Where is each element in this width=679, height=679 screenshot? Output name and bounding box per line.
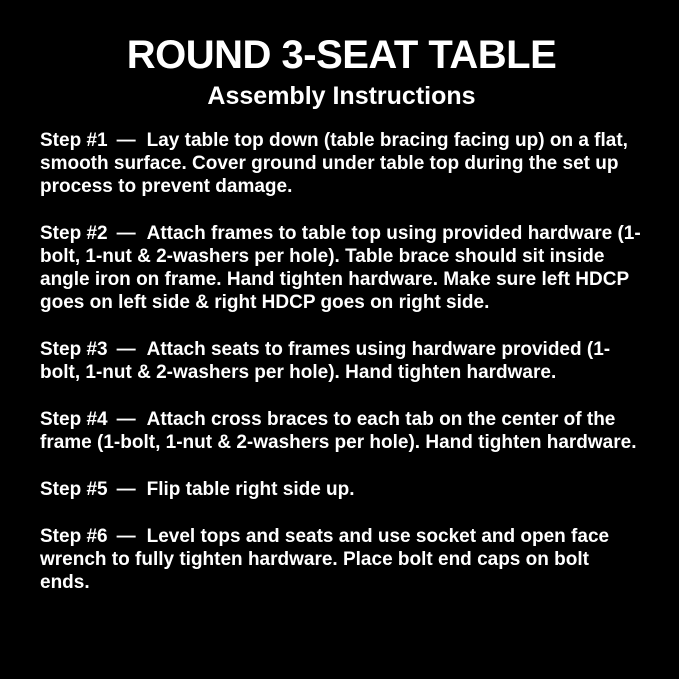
step-label: Step #3 — [40, 338, 108, 360]
step-dash: — — [116, 408, 136, 430]
page-subtitle: Assembly Instructions — [207, 82, 476, 110]
step-dash: — — [116, 222, 136, 244]
step-item-3 — [40, 338, 643, 384]
step-dash: — — [116, 129, 136, 151]
step-text: Lay table top down (table bracing facing up) on a flat, smooth surface. Cover ground under table top during the set up process to prevent damage. — [40, 129, 628, 197]
step-dash: — — [116, 525, 136, 547]
step-dash: — — [116, 478, 136, 500]
step-text: Attach cross braces to each tab on the center of the frame (1-bolt, 1-nut & 2-washers per hole). Hand tighten hardware. — [40, 408, 637, 453]
step-dash: — — [116, 338, 136, 360]
step-text: Attach frames to table top using provided hardware (1-bolt, 1-nut & 2-washers per hole). Table brace should sit inside angle iron on frame. Hand tighten hardware. Make sure left HDCP goes on left side & right HDCP goes on right side. — [40, 222, 641, 313]
step-item-2 — [40, 222, 643, 314]
step-text: Attach seats to frames using hardware provided (1-bolt, 1-nut & 2-washers per hole). Hand tighten hardware. — [40, 338, 611, 383]
step-item-5 — [40, 478, 643, 501]
step-item-4 — [40, 408, 643, 454]
step-label: Step #2 — [40, 222, 108, 244]
step-text: Flip table right side up. — [146, 478, 355, 500]
header — [40, 34, 643, 111]
step-label: Step #5 — [40, 478, 108, 500]
step-item-6 — [40, 525, 643, 594]
step-text: Level tops and seats and use socket and open face wrench to fully tighten hardware. Place bolt end caps on bolt ends. — [40, 525, 610, 593]
step-label: Step #1 — [40, 129, 108, 151]
step-label: Step #6 — [40, 525, 108, 547]
step-item-1 — [40, 129, 643, 198]
steps-list — [40, 129, 643, 594]
step-label: Step #4 — [40, 408, 108, 430]
page-title: ROUND 3-SEAT TABLE — [126, 33, 557, 77]
